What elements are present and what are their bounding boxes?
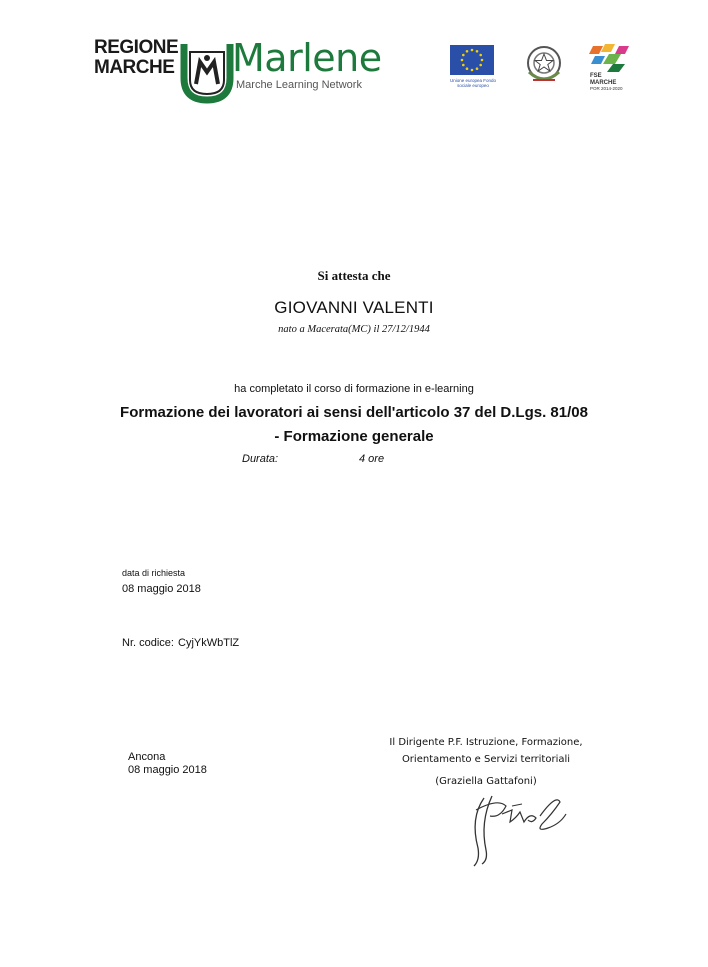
marlene-subtitle: Marche Learning Network — [236, 79, 362, 91]
code-label: Nr. codice: — [122, 637, 174, 649]
italian-republic-emblem-icon — [523, 42, 565, 86]
handwritten-signature — [440, 788, 580, 868]
marche-text: MARCHE — [94, 57, 175, 78]
regione-text: REGIONE — [94, 37, 179, 58]
regione-marche-logo — [94, 38, 178, 78]
marlene-wordmark: Marlene — [232, 36, 382, 80]
issue-date: 08 maggio 2018 — [128, 764, 207, 776]
attestation-heading: Si attesta che — [317, 268, 391, 283]
fse-region: MARCHE — [590, 79, 617, 86]
fse-title: FSE — [590, 73, 602, 79]
marlene-emblem-icon — [176, 38, 238, 104]
fse-marche-logo-icon — [589, 42, 629, 74]
duration-value: 4 ore — [359, 453, 385, 465]
eu-caption: Unione europea Fondo sociale europeo — [449, 78, 497, 88]
code-value: CyjYkWbTlZ — [178, 637, 240, 649]
request-date: 08 maggio 2018 — [122, 583, 201, 595]
signatory-title-line2: Orientamento e Servizi territoriali — [401, 754, 571, 765]
completion-statement: ha completato il corso di formazione in e-learning — [234, 383, 474, 395]
issue-city: Ancona — [128, 751, 166, 763]
signatory-name: (Graziella Gattafoni) — [435, 776, 537, 787]
course-title-line2: - Formazione generale — [274, 428, 434, 445]
eu-flag-icon — [450, 45, 494, 75]
birth-info: nato a Macerata(MC) il 27/12/1944 — [278, 324, 430, 335]
recipient-name: GIOVANNI VALENTI — [274, 298, 434, 317]
fse-period: POR 2014-2020 — [590, 86, 623, 91]
course-title-line1: Formazione dei lavoratori ai sensi dell'articolo 37 del D.Lgs. 81/08 — [120, 404, 588, 421]
signatory-title-line1: Il Dirigente P.F. Istruzione, Formazione, — [389, 737, 583, 748]
request-date-label: data di richiesta — [122, 568, 186, 578]
fse-caption — [590, 73, 630, 93]
duration-label: Durata: — [242, 453, 279, 465]
